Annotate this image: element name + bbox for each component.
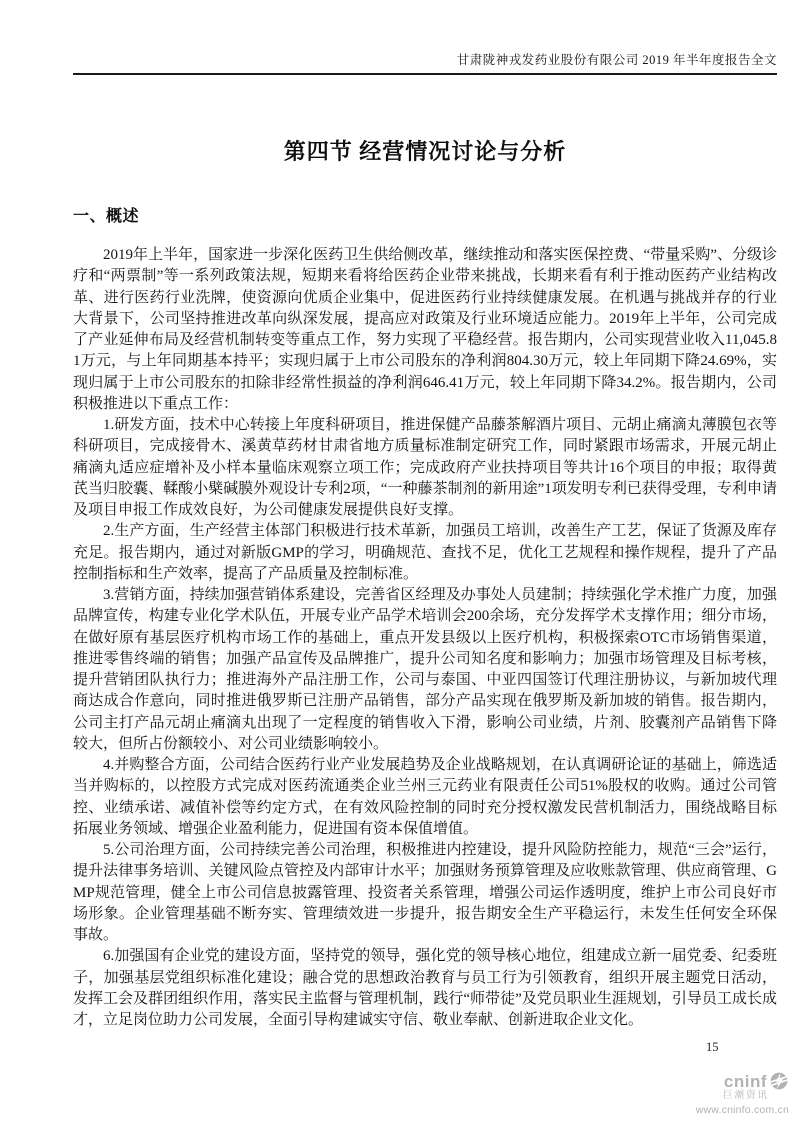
cninfo-chinese-name: 巨潮资讯 [722,1091,769,1101]
cninfo-wordmark: cninf [723,1071,767,1091]
body-paragraph-party: 6.加强国有企业党的建设方面，坚持党的领导，强化党的领导核心地位，组建成立新一届党委、纪委班子，加强基层党组织标准化建设；融合党的思想政治教育与员工行为引领教育，组织开展主题党日活动，发挥工会及群团组织作用，落实民主监督与管理机制，践行“师带徒”及党员职业生涯规划，引导员工成长成才，立足岗位助力公司发展，全面引导构建诚实守信、敬业奉献、创新进取企业文化。 [73,948,777,1028]
chapter-title: 第四节 经营情况讨论与分析 [283,139,567,164]
section-heading-overview: 一、概述 [73,208,140,225]
body-paragraph-marketing: 3.营销方面，持续加强营销体系建设，完善省区经理及办事处人员建制；持续强化学术推广力度，加强品牌宣传，构建专业化学术队伍，开展专业产品学术培训会200余场，充分发挥学术支撑作用；细分市场，在做好原有基层医疗机构市场工作的基础上，重点开发县级以上医疗机构，积极探索OTC市场销售渠道，推进零售终端的销售；加强产品宣传及品牌推广，提升公司知名度和影响力；加强市场管理及目标考核，提升营销团队执行力；推进海外产品注册工作，公司与泰国、中亚四国签订代理注册协议，与新加坡代理商达成合作意向，同时推进俄罗斯已注册产品销售，部分产品实现在俄罗斯及新加坡的销售。报告期内，公司主打产品元胡止痛滴丸出现了一定程度的销售收入下滑，影响公司业绩，片剂、胶囊剂产品销售下降较大，但所占份额较小、对公司业绩影响较小。 [73,587,777,752]
body-paragraph-intro: 2019年上半年，国家进一步深化医药卫生供给侧改革，继续推动和落实医保控费、“带量采购”、分级诊疗和“两票制”等一系列政策法规，短期来看将给医药企业带来挑战，长期来看有利于推动医药产业结构改革、进行医药行业洗牌，使资源向优质企业集中，促进医药行业持续健康发展。在机遇与挑战并存的行业大背景下，公司坚持推进改革向纵深发展，提高应对政策及行业环境适应能力。2019年上半年，公司完成了产业延伸布局及经营机制转变等重点工作，努力实现了平稳经营。报告期内，公司实现营业收入11,045.81万元，与上年同期基本持平；实现归属于上市公司股东的净利润804.30万元，较上年同期下降24.69%，实现归属于上市公司股东的扣除非经常性损益的净利润646.41万元，较上年同期下降34.2%。报告期内，公司积极推进以下重点工作： [73,247,777,412]
cninfo-globe-icon [769,1071,789,1091]
page-number: 15 [706,1040,719,1054]
page-content [73,0,777,1031]
cninfo-url: www.cninfo.com.cn [695,1103,789,1116]
running-header: 甘肃陇神戎发药业股份有限公司 2019 年半年度报告全文 [73,0,777,75]
body-paragraph-production: 2.生产方面，生产经营主体部门积极进行技术革新，加强员工培训，改善生产工艺，保证了货源及库存充足。报告期内，通过对新版GMP的学习，明确规范、查找不足，优化工艺规程和操作规程，提升了产品控制指标和生产效率，提高了产品质量及控制标准。 [73,523,777,582]
cninfo-logo [679,1071,789,1115]
body-paragraph-rd: 1.研发方面，技术中心转接上年度科研项目，推进保健产品藤茶解酒片项目、元胡止痛滴丸薄膜包衣等科研项目，完成接骨木、溪黄草药材甘肃省地方质量标准制定研究工作，同时紧跟市场需求，开展元胡止痛滴丸适应症增补及小样本量临床观察立项工作；完成政府产业扶持项目等共计16个项目的申报；取得黄芪当归胶囊、鞣酸小檗碱膜外观设计专利2项，“一种藤茶制剂的新用途”1项发明专利已获得受理，专利申请及项目申报工作成效良好，为公司健康发展提供良好支撑。 [73,417,777,518]
cninfo-logo-top-row [679,1071,789,1091]
body-paragraph-ma: 4.并购整合方面，公司结合医药行业产业发展趋势及企业战略规划，在认真调研论证的基础上，筛选适当并购标的，以控股方式完成对医药流通类企业兰州三元药业有限责任公司51%股权的收购。通过公司管控、业绩承诺、减值补偿等约定方式，在有效风险控制的同时充分授权激发民营机制活力，围绕战略目标拓展业务领域、增强企业盈利能力，促进国有资本保值增值。 [73,757,777,837]
body-paragraph-governance: 5.公司治理方面，公司持续完善公司治理，积极推进内控建设，提升风险防控能力，规范“三会”运行，提升法律事务培训、关键风险点管控及内部审计水平；加强财务预算管理及应收账款管理、供应商管理、GMP规范管理，健全上市公司信息披露管理、投资者关系管理，增强公司运作透明度，维护上市公司良好市场形象。企业管理基础不断夯实、管理绩效进一步提升，报告期安全生产平稳运行，未发生任何安全环保事故。 [73,842,777,943]
body-text [73,245,777,1031]
